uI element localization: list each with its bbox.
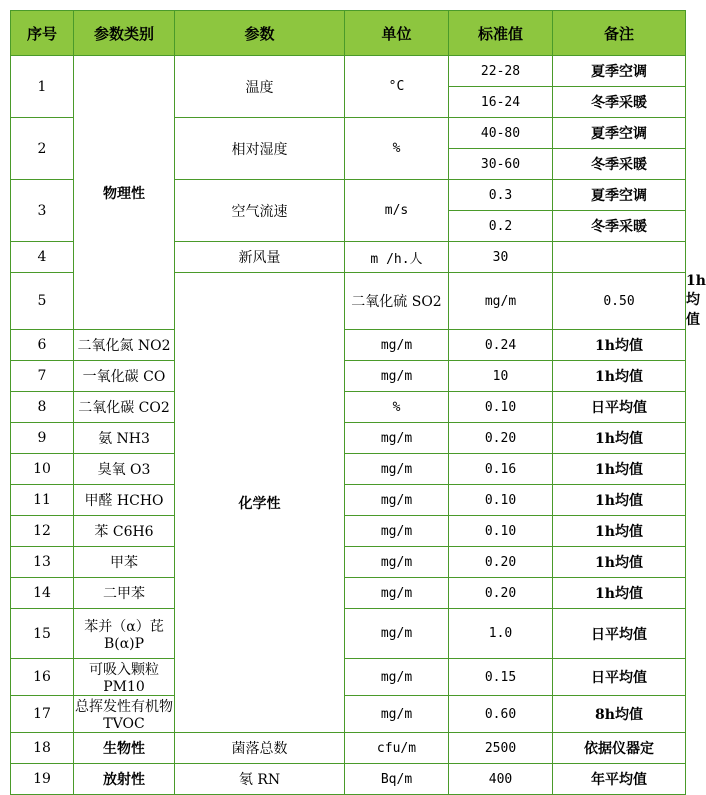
header-category: 参数类别 — [74, 11, 175, 56]
row-unit: mg/m — [345, 423, 449, 454]
row-note: 1h均值 — [553, 361, 686, 392]
air-quality-standards-table — [10, 10, 706, 795]
row-param: 温度 — [175, 56, 345, 118]
row-unit: mg/m — [345, 547, 449, 578]
row-no: 19 — [11, 764, 74, 795]
row-value: 0.24 — [449, 330, 553, 361]
row-note: 1h均值 — [553, 330, 686, 361]
row-note: 夏季空调 — [553, 56, 686, 87]
table-row — [11, 485, 686, 516]
header-note: 备注 — [553, 11, 686, 56]
row-note: 冬季采暖 — [553, 87, 686, 118]
row-param: 二氧化碳 CO2 — [74, 392, 175, 423]
row-no: 4 — [11, 242, 74, 273]
row-value: 0.50 — [553, 273, 686, 330]
row-param: 新风量 — [175, 242, 345, 273]
table-row — [11, 764, 686, 795]
row-param: 一氧化碳 CO — [74, 361, 175, 392]
row-param: 甲苯 — [74, 547, 175, 578]
row-unit: mg/m — [449, 273, 553, 330]
row-unit: mg/m — [345, 696, 449, 733]
row-unit: mg/m — [345, 330, 449, 361]
row-unit: mg/m — [345, 609, 449, 659]
row-unit: mg/m — [345, 361, 449, 392]
table-row — [11, 56, 686, 87]
row-param: 苯并（α）芘B(α)P — [74, 609, 175, 659]
row-no: 3 — [11, 180, 74, 242]
row-value: 0.3 — [449, 180, 553, 211]
row-param: 菌落总数 — [175, 733, 345, 764]
row-no: 10 — [11, 454, 74, 485]
row-value: 22-28 — [449, 56, 553, 87]
row-value: 400 — [449, 764, 553, 795]
table-row — [11, 330, 686, 361]
row-no: 2 — [11, 118, 74, 180]
row-note: 1h均值 — [553, 516, 686, 547]
table-row — [11, 361, 686, 392]
row-param: 苯 C6H6 — [74, 516, 175, 547]
row-no: 1 — [11, 56, 74, 118]
row-param: 相对湿度 — [175, 118, 345, 180]
row-value: 0.10 — [449, 485, 553, 516]
row-value: 30 — [449, 242, 553, 273]
row-no: 11 — [11, 485, 74, 516]
table-row — [11, 516, 686, 547]
row-note: 冬季采暖 — [553, 149, 686, 180]
row-value: 0.10 — [449, 516, 553, 547]
table-row — [11, 392, 686, 423]
row-unit: mg/m — [345, 454, 449, 485]
table-row: 5 化学性 二氧化硫 SO2 mg/m 0.50 1h均值 — [11, 273, 686, 330]
row-param: 二氧化硫 SO2 — [345, 273, 449, 330]
row-param: 氡 RN — [175, 764, 345, 795]
row-value: 0.10 — [449, 392, 553, 423]
row-value: 10 — [449, 361, 553, 392]
row-note: 1h均值 — [553, 454, 686, 485]
header-standard: 标准值 — [449, 11, 553, 56]
row-unit: % — [345, 118, 449, 180]
row-value: 2500 — [449, 733, 553, 764]
header-row — [11, 11, 686, 56]
row-param: 空气流速 — [175, 180, 345, 242]
row-param: 总挥发性有机物 TVOC — [74, 696, 175, 733]
row-note: 8h均值 — [553, 696, 686, 733]
row-no: 16 — [11, 659, 74, 696]
row-value: 0.60 — [449, 696, 553, 733]
row-no: 15 — [11, 609, 74, 659]
category-physical: 物理性 — [74, 56, 175, 330]
row-note: 夏季空调 — [553, 180, 686, 211]
table-row — [11, 547, 686, 578]
row-value: 0.20 — [449, 547, 553, 578]
row-no: 5 — [11, 273, 74, 330]
row-value: 16-24 — [449, 87, 553, 118]
row-unit: °C — [345, 56, 449, 118]
row-param: 二甲苯 — [74, 578, 175, 609]
row-unit: mg/m — [345, 516, 449, 547]
row-unit: m /h.人 — [345, 242, 449, 273]
row-unit: m/s — [345, 180, 449, 242]
row-no: 17 — [11, 696, 74, 733]
row-no: 8 — [11, 392, 74, 423]
row-value: 0.15 — [449, 659, 553, 696]
row-note: 依据仪器定 — [553, 733, 686, 764]
table-row — [11, 733, 686, 764]
table-row — [11, 578, 686, 609]
row-param: 臭氧 O3 — [74, 454, 175, 485]
header-unit: 单位 — [345, 11, 449, 56]
row-unit: mg/m — [345, 485, 449, 516]
row-value: 0.16 — [449, 454, 553, 485]
table-row — [11, 696, 686, 733]
row-note: 年平均值 — [553, 764, 686, 795]
row-value: 1.0 — [449, 609, 553, 659]
row-value: 0.20 — [449, 578, 553, 609]
row-note: 冬季采暖 — [553, 211, 686, 242]
row-param: 可吸入颗粒 PM10 — [74, 659, 175, 696]
row-note: 1h均值 — [553, 578, 686, 609]
row-param: 甲醛 HCHO — [74, 485, 175, 516]
table-row — [11, 659, 686, 696]
row-no: 14 — [11, 578, 74, 609]
row-no: 12 — [11, 516, 74, 547]
row-param: 二氧化氮 NO2 — [74, 330, 175, 361]
row-unit: mg/m — [345, 659, 449, 696]
row-value: 0.20 — [449, 423, 553, 454]
row-unit: cfu/m — [345, 733, 449, 764]
row-no: 18 — [11, 733, 74, 764]
row-param: 氨 NH3 — [74, 423, 175, 454]
row-note — [553, 242, 686, 273]
category-radiological: 放射性 — [74, 764, 175, 795]
category-biological: 生物性 — [74, 733, 175, 764]
header-param: 参数 — [175, 11, 345, 56]
row-note: 日平均值 — [553, 609, 686, 659]
row-no: 13 — [11, 547, 74, 578]
table-row — [11, 423, 686, 454]
row-no: 6 — [11, 330, 74, 361]
row-note: 日平均值 — [553, 392, 686, 423]
row-unit: % — [345, 392, 449, 423]
category-chemical: 化学性 — [175, 273, 345, 733]
row-unit: Bq/m — [345, 764, 449, 795]
row-note: 夏季空调 — [553, 118, 686, 149]
row-no: 9 — [11, 423, 74, 454]
table-row — [11, 454, 686, 485]
row-unit: mg/m — [345, 578, 449, 609]
row-note: 1h均值 — [553, 485, 686, 516]
row-note: 1h均值 — [553, 547, 686, 578]
row-value: 0.2 — [449, 211, 553, 242]
row-note: 日平均值 — [553, 659, 686, 696]
row-value: 40-80 — [449, 118, 553, 149]
row-note: 1h均值 — [553, 423, 686, 454]
table-row — [11, 609, 686, 659]
header-no: 序号 — [11, 11, 74, 56]
row-value: 30-60 — [449, 149, 553, 180]
row-no: 7 — [11, 361, 74, 392]
